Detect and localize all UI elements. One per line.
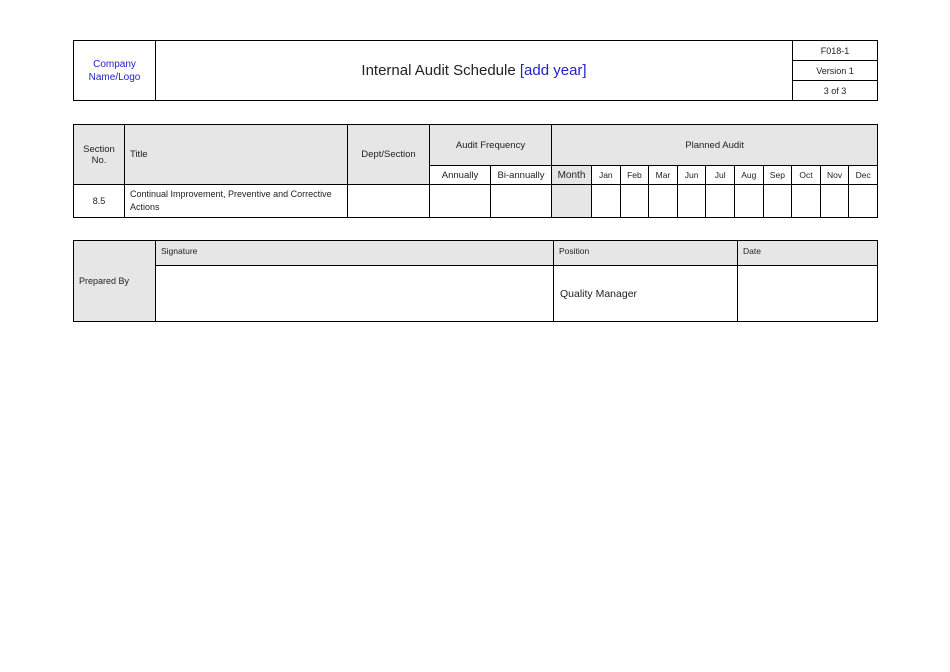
col-dept-section: Dept/Section xyxy=(348,125,430,185)
table-row xyxy=(74,185,878,218)
row-mar-cell[interactable] xyxy=(649,185,678,218)
document-title xyxy=(156,41,793,101)
row-nov-cell[interactable] xyxy=(820,185,849,218)
row-aug-cell[interactable] xyxy=(734,185,763,218)
audit-schedule-table xyxy=(73,124,878,218)
row-dept-cell[interactable] xyxy=(348,185,430,218)
month-nov: Nov xyxy=(820,166,849,185)
row-jul-cell[interactable] xyxy=(706,185,735,218)
row-feb-cell[interactable] xyxy=(620,185,649,218)
title-text: Internal Audit Schedule xyxy=(361,62,516,79)
month-jan: Jan xyxy=(592,166,621,185)
row-sep-cell[interactable] xyxy=(763,185,792,218)
row-title: Continual Improvement, Preventive and Corrective Actions xyxy=(125,185,348,218)
version-label: Version 1 xyxy=(793,61,878,81)
row-jun-cell[interactable] xyxy=(677,185,706,218)
company-logo-placeholder xyxy=(74,41,156,101)
col-audit-frequency: Audit Frequency xyxy=(430,125,552,166)
signature-table xyxy=(73,240,878,322)
col-biannually: Bi-annually xyxy=(491,166,552,185)
col-section-no xyxy=(74,125,125,185)
month-jun: Jun xyxy=(677,166,706,185)
position-value[interactable]: Quality Manager xyxy=(554,266,738,322)
month-mar: Mar xyxy=(649,166,678,185)
page-number: 3 of 3 xyxy=(793,81,878,101)
month-aug: Aug xyxy=(734,166,763,185)
prepared-by-label: Prepared By xyxy=(74,241,156,322)
signature-field[interactable] xyxy=(156,266,554,322)
row-biannually-cell[interactable] xyxy=(491,185,552,218)
row-section-no: 8.5 xyxy=(74,185,125,218)
logo-line-1: Company xyxy=(93,58,136,70)
row-jan-cell[interactable] xyxy=(592,185,621,218)
col-title: Title xyxy=(125,125,348,185)
document-header xyxy=(73,40,878,101)
row-month-cell[interactable] xyxy=(552,185,592,218)
position-label: Position xyxy=(554,241,738,266)
form-code: F018-1 xyxy=(793,41,878,61)
month-feb: Feb xyxy=(620,166,649,185)
month-dec: Dec xyxy=(849,166,878,185)
year-placeholder[interactable]: [add year] xyxy=(519,62,587,79)
section-header-line-1: Section xyxy=(83,143,115,155)
col-annually: Annually xyxy=(430,166,491,185)
logo-line-2: Name/Logo xyxy=(88,71,141,83)
date-label: Date xyxy=(738,241,878,266)
month-oct: Oct xyxy=(792,166,821,185)
row-oct-cell[interactable] xyxy=(792,185,821,218)
col-month: Month xyxy=(552,166,592,185)
month-sep: Sep xyxy=(763,166,792,185)
section-header-line-2: No. xyxy=(91,154,107,166)
signature-label: Signature xyxy=(156,241,554,266)
row-annually-cell[interactable] xyxy=(430,185,491,218)
date-field[interactable] xyxy=(738,266,878,322)
month-jul: Jul xyxy=(706,166,735,185)
row-dec-cell[interactable] xyxy=(849,185,878,218)
col-planned-audit: Planned Audit xyxy=(552,125,878,166)
